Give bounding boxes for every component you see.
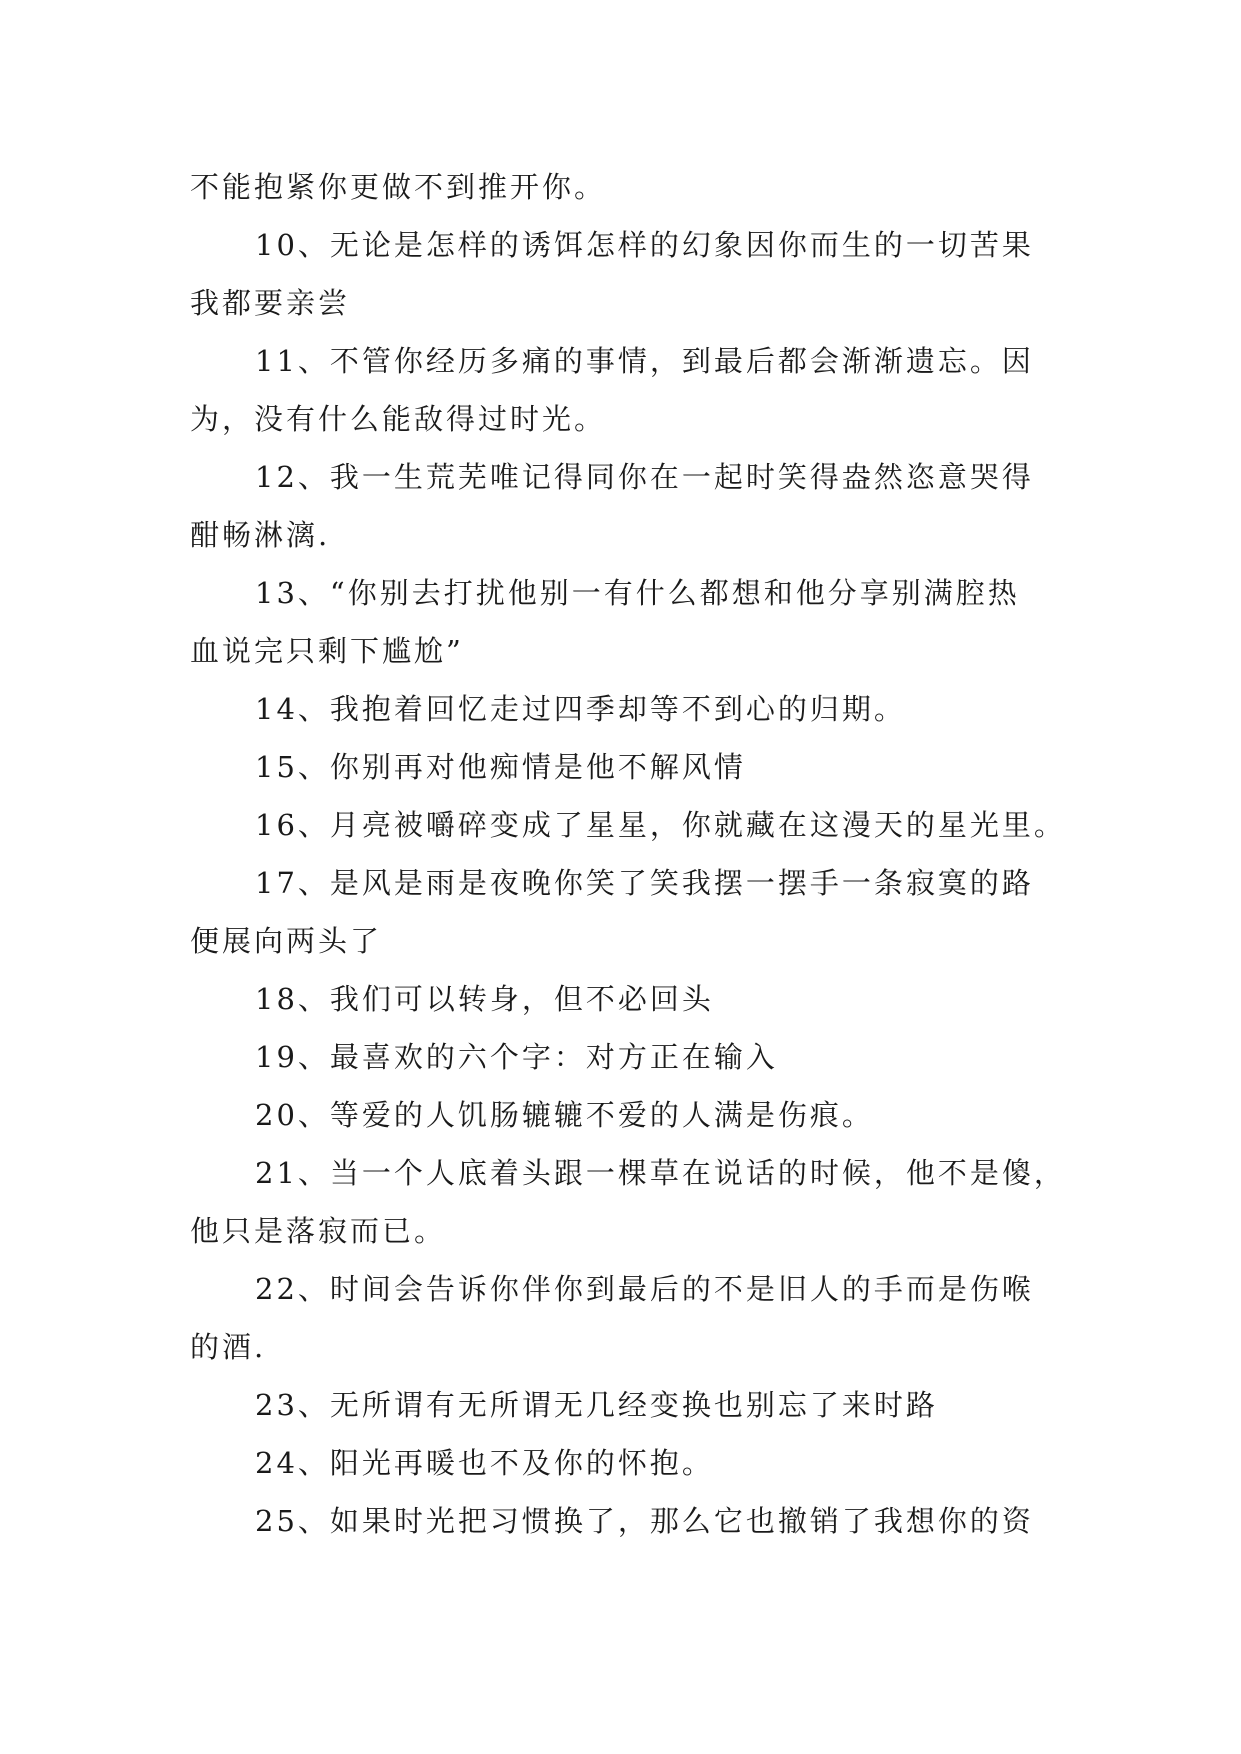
text-line: 14、我抱着回忆走过四季却等不到心的归期。 — [255, 692, 906, 726]
text-line: 12、我一生荒芜唯记得同你在一起时笑得盎然恣意哭得 — [255, 460, 1034, 494]
text-line: 为，没有什么能敌得过时光。 — [190, 402, 607, 436]
text-line: 19、最喜欢的六个字：对方正在输入 — [255, 1040, 778, 1074]
text-line: 20、等爱的人饥肠辘辘不爱的人满是伤痕。 — [255, 1098, 874, 1132]
text-line: 18、我们可以转身，但不必回头 — [255, 982, 714, 1016]
text-line: 11、不管你经历多痛的事情，到最后都会渐渐遗忘。因 — [255, 344, 1034, 378]
text-line: 17、是风是雨是夜晚你笑了笑我摆一摆手一条寂寞的路 — [255, 866, 1034, 900]
text-line: 他只是落寂而已。 — [190, 1214, 447, 1248]
text-line: 酣畅淋漓. — [190, 518, 331, 552]
text-line: 的酒. — [190, 1330, 267, 1364]
text-line: 21、当一个人底着头跟一棵草在说话的时候，他不是傻， — [255, 1156, 1066, 1190]
text-line: 16、月亮被嚼碎变成了星星，你就藏在这漫天的星光里。 — [255, 808, 1066, 842]
text-line: 便展向两头了 — [190, 924, 383, 958]
text-line: 15、你别再对他痴情是他不解风情 — [255, 750, 746, 784]
text-line: 10、无论是怎样的诱饵怎样的幻象因你而生的一切苦果 — [255, 228, 1034, 262]
text-line: 24、阳光再暖也不及你的怀抱。 — [255, 1446, 714, 1480]
text-line: 25、如果时光把习惯换了，那么它也撤销了我想你的资 — [255, 1504, 1034, 1538]
text-line: 我都要亲尝 — [190, 286, 351, 320]
document-body — [190, 158, 1066, 1550]
text-line: 不能抱紧你更做不到推开你。 — [190, 170, 607, 204]
text-line: 13、“你别去打扰他别一有什么都想和他分享别满腔热 — [255, 576, 1020, 610]
text-line: 血说完只剩下尴尬” — [190, 634, 464, 668]
text-line: 22、时间会告诉你伴你到最后的不是旧人的手而是伤喉 — [255, 1272, 1034, 1306]
text-line: 23、无所谓有无所谓无几经变换也别忘了来时路 — [255, 1388, 938, 1422]
